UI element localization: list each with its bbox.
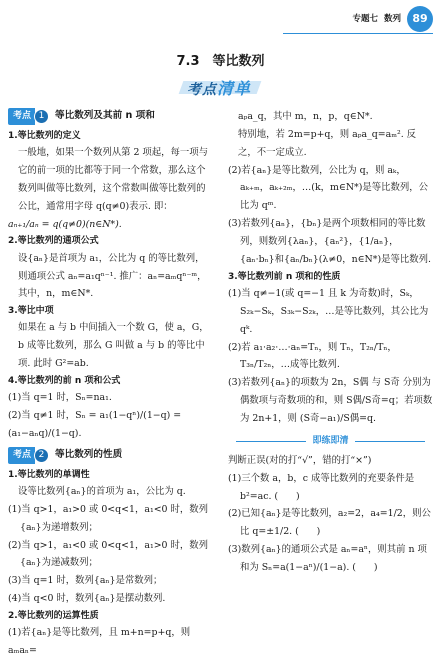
page-header [352,6,433,32]
kaodian-tag: 考点 [8,447,35,464]
geometric-mean-text: 如果在 a 与 b 中间插入一个数 G，使 a，G，b 成等比数列，那么 G 叫做 a 与 b 的等比中项. 此时 G²=ab. [18,322,209,370]
definition-text: 一般地，如果一个数列从第 2 项起，每一项与它的前一项的比都等于同一个常数，那么这个数列叫做等比数列，这个常数叫做等比数列的公比，通常用字母 q(q≠0)表示. 即： [18,147,209,212]
sum-property-1: (1)当 q≠−1(或 q=−1 且 k 为奇数)时，Sₖ，S₂ₖ−Sₖ，S₃ₖ−S₂ₖ，…是等比数列，其公比为 qᵏ. [228,287,429,335]
section-banner [181,76,259,98]
kaodian-number: 2 [34,448,49,463]
monotonicity-3: (3)当 q=1 时，数列{aₙ}是常数列； [8,575,163,587]
sum-property-3: (3)若数列{aₙ}的项数为 2n，S偶 与 S奇 分别为偶数项与奇数项的和，则 S偶/S奇=q；若项数为 2n+1，则 (S奇−a₁)/S偶=q. [228,377,433,424]
monotonicity-4: (4)当 q<0 时，数列{aₙ}是摆动数列. [8,593,166,605]
heading-general-term: 2.等比数列的通项公式 [8,236,99,247]
answer-blank[interactable]: ( ) [352,562,378,574]
heading-sum-properties: 3.等比数列前 n 项和的性质 [228,271,341,282]
header-rule [283,33,433,34]
practice-q1 [228,470,433,506]
heading-sum-formula: 4.等比数列的前 n 项和公式 [8,376,121,387]
practice-q1-text: (1)三个数 a，b，c 成等比数列的充要条件是 b²=ac. [228,472,415,502]
practice-q3-text: (3)数列{aₙ}的通项公式是 aₙ=aⁿ，则其前 n 项和为 Sₙ=a(1−aⁿ)/(1−a). [228,544,427,574]
banner-text-b: 清单 [217,79,252,98]
operation-property-1: (1)若{aₙ}是等比数列，且 m+n=p+q，则 aₘaₙ= [8,627,191,657]
heading-monotonicity: 1.等比数列的单调性 [8,469,90,480]
kaodian-2-header [8,447,213,464]
right-column [228,108,433,577]
kaodian-1-header [8,108,213,125]
property-special-case: 特别地，若 2m=p+q，则 aₚa_q=aₘ². 反之，不一定成立. [238,128,417,158]
practice-instruction: 判断正误(对的打“√”，错的打“×”) [228,454,372,466]
answer-blank[interactable]: ( ) [295,526,321,538]
page-number: 89 [407,6,433,32]
left-column [8,108,213,660]
general-term-text: 设{aₙ}是首项为 a₁，公比为 q 的等比数列，则通项公式 aₙ=a₁qⁿ⁻¹. 推广：aₙ=aₘqⁿ⁻ᵐ，其中，n，m∈N*. [18,252,207,300]
practice-divider-label: 即练即清 [312,435,349,446]
kaodian-title: 等比数列的性质 [55,449,123,461]
kaodian-title: 等比数列及其前 n 项和 [55,110,155,122]
property-2: (2)若{aₙ}是等比数列，公比为 q，则 aₖ，aₖ₊ₘ，aₖ₊₂ₘ，…(k，m∈N*)是等比数列，公比为 qᵐ. [228,164,429,212]
banner-text [187,74,251,104]
page-title: 7.3 等比数列 [176,54,265,69]
practice-q3 [228,541,433,577]
practice-q2 [228,505,433,541]
property-3: (3)若数列{aₙ}，{bₙ}是两个项数相同的等比数列，则数列{λaₙ}，{aₙ²}，{1/aₙ}，{aₙ·bₙ}和{aₙ/bₙ}(λ≠0，n∈N*)是等比数列. [228,218,431,265]
heading-definition: 1.等比数列的定义 [8,131,81,141]
heading-geometric-mean: 3.等比中项 [8,306,54,317]
chapter-label: 专题七 [352,13,378,24]
sum-formula-1: (1)当 q=1 时，Sₙ=na₁. [8,392,112,404]
monotonicity-intro: 设等比数列{aₙ}的首项为 a₁，公比为 q. [18,485,186,497]
sum-formula-2: (2)当 q≠1 时，Sₙ = a₁(1−qⁿ)/(1−q) = (a₁−aₙq)/(1−q). [8,410,182,439]
heading-operation-properties: 2.等比数列的运算性质 [8,610,99,621]
practice-divider [228,433,433,450]
sum-property-2: (2)若 a₁·a₂·…·aₙ=Tₙ，则 Tₙ，T₂ₙ/Tₙ，T₃ₙ/T₂ₙ，…成等比数列. [228,341,397,371]
kaodian-tag: 考点 [8,108,35,125]
kaodian-number: 1 [34,109,49,124]
monotonicity-2: (2)当 q>1，a₁<0 或 0<q<1，a₁>0 时，数列{aₙ}为递减数列； [8,539,208,569]
practice-q2-text: (2)已知{aₙ}是等比数列，a₂=2，a₄=1/2，则公比 q=±1/2. [228,508,431,538]
definition-formula: aₙ₊₁/aₙ = q(q≠0)(n∈N*). [8,218,122,230]
banner-text-a: 考点 [187,82,217,98]
property-continuation: aₚa_q，其中 m，n，p，q∈N*. [238,111,373,122]
answer-blank[interactable]: ( ) [274,490,300,502]
monotonicity-1: (1)当 q>1，a₁>0 或 0<q<1，a₁<0 时，数列{aₙ}为递增数列； [8,503,208,533]
section-label: 数列 [383,13,401,24]
